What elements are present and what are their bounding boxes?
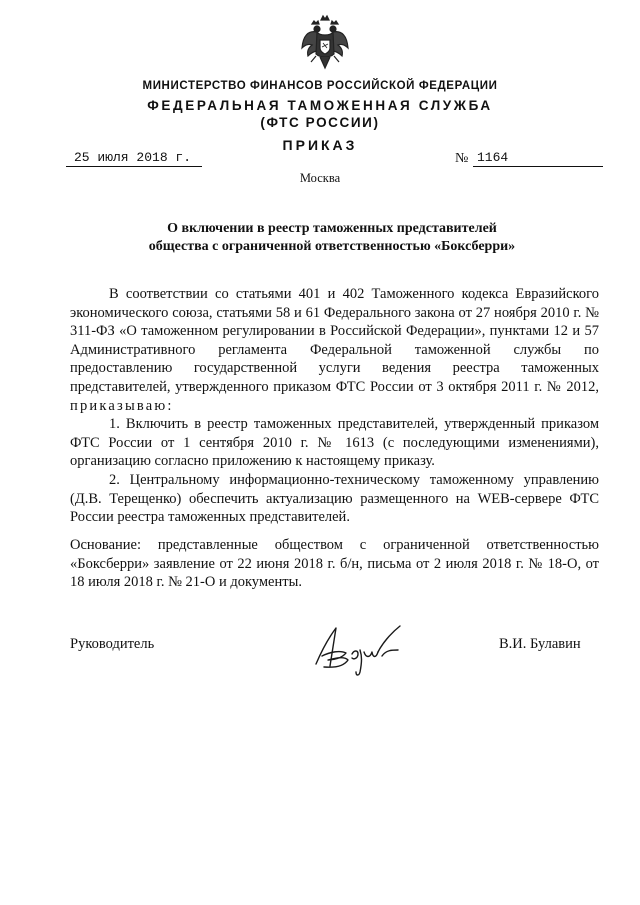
subject-line-1: О включении в реестр таможенных представителей	[167, 221, 497, 236]
order-word: приказываю:	[70, 397, 174, 414]
order-number: 1164	[473, 149, 603, 167]
document-type: ПРИКАЗ	[282, 137, 358, 153]
order-body	[70, 285, 599, 527]
handwritten-signature-icon	[312, 620, 412, 678]
preamble-paragraph	[70, 285, 599, 415]
order-date: 25 июля 2018 г.	[66, 149, 202, 167]
service-name: ФЕДЕРАЛЬНАЯ ТАМОЖЕННАЯ СЛУЖБА	[147, 98, 493, 113]
order-item-1: 1. Включить в реестр таможенных представителей, утвержденный приказом ФТС России от 1 сентября 2010 г. № 1613 (с последующими изменениями), организацию согласно приложению к настоящему приказу.	[70, 416, 599, 470]
city: Москва	[299, 171, 341, 185]
order-item-2: 2. Центральному информационно-техническому таможенному управлению (Д.В. Терещенко) обеспечить актуализацию размещенного на WEB-сервере ФТС России реестра таможенных представителей.	[70, 471, 599, 526]
ministry-name: МИНИСТЕРСТВО ФИНАНСОВ РОССИЙСКОЙ ФЕДЕРАЦИИ	[142, 80, 498, 92]
service-short-name: (ФТС РОССИИ)	[260, 115, 380, 130]
order-subject	[66, 220, 598, 255]
signer-name: В.И. Булавин	[499, 636, 581, 652]
russian-coat-of-arms-icon	[300, 14, 350, 72]
order-number-label: №	[455, 151, 469, 166]
subject-line-2: общества с ограниченной ответственностью «Боксберри»	[148, 238, 516, 254]
preamble-text: В соответствии со статьями 401 и 402 Таможенного кодекса Евразийского экономического союза, статьями 58 и 61 Федерального закона от 27 ноября 2010 г. № 311-ФЗ «О таможенном регулировании в Российской Федерации», пунктами 12 и 57 Административного регламента Федеральной таможенной службы по предоставлению государственной услуги ведения реестра таможенных представителей, утвержденного приказом ФТС России от 3 октября 2011 г. № 2012,	[70, 286, 599, 395]
signer-title: Руководитель	[70, 636, 155, 652]
basis-paragraph: Основание: представленные обществом с ограниченной ответственностью «Боксберри» заявление от 22 июня 2018 г. б/н, письма от 2 июля 2018 г. № 18-О, от 18 июля 2018 г. № 21-О и документы.	[70, 537, 599, 591]
